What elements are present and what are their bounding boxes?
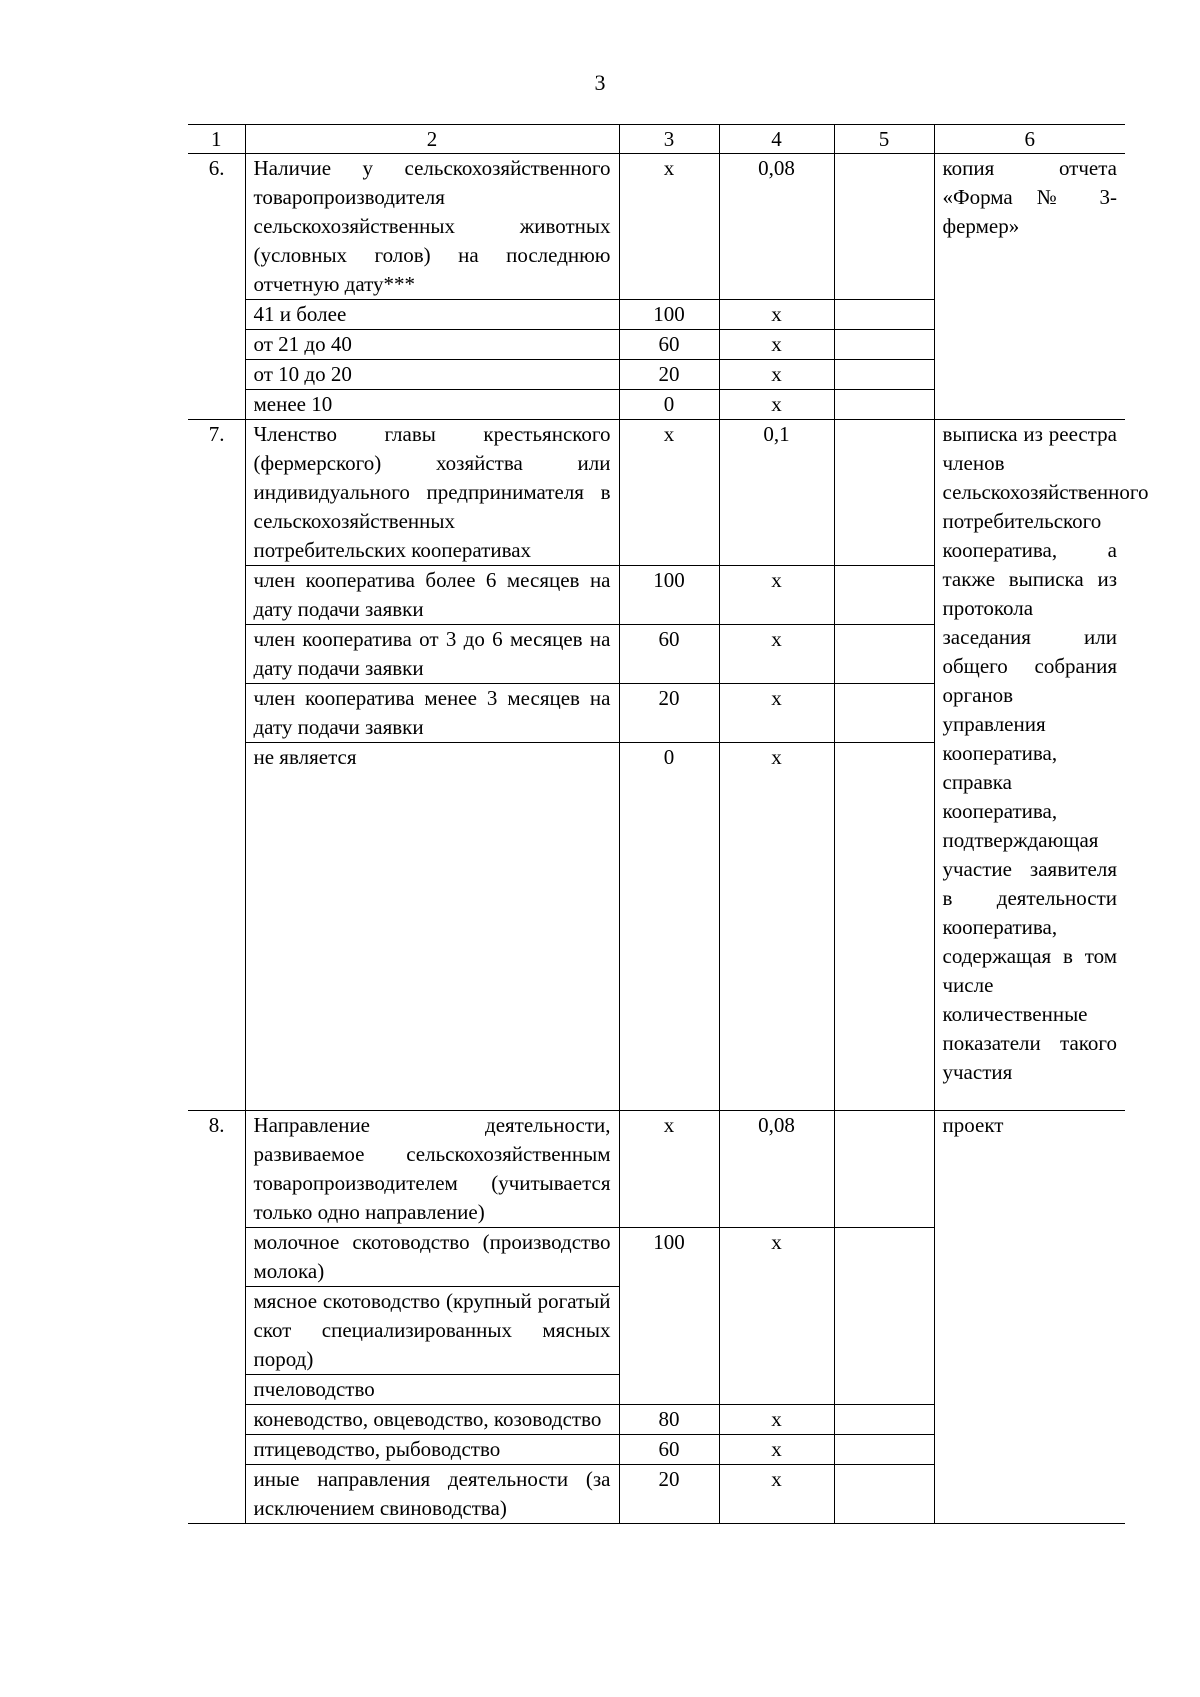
score-cell: х (619, 154, 719, 300)
weight-cell: х (719, 300, 834, 330)
option-label: член кооператива более 6 месяцев на дату подачи заявки (245, 566, 619, 625)
empty-cell (834, 1465, 934, 1524)
empty-cell (834, 1228, 934, 1405)
weight-cell: 0,1 (719, 420, 834, 566)
score-cell: 0 (619, 390, 719, 420)
section-number: 6. (188, 154, 245, 420)
weight-cell: х (719, 1228, 834, 1405)
empty-cell (834, 300, 934, 330)
score-cell: 0 (619, 743, 719, 1111)
score-cell: 20 (619, 684, 719, 743)
page-number: 3 (594, 70, 606, 95)
header-cell: 1 (188, 125, 245, 154)
score-cell: 80 (619, 1405, 719, 1435)
table-row (188, 420, 1125, 566)
option-label: иные направления деятельности (за исключением свиноводства) (245, 1465, 619, 1524)
weight-cell: х (719, 566, 834, 625)
score-cell: 20 (619, 1465, 719, 1524)
document-cell: выписка из реестра членов сельскохозяйственного потребительского кооператива, а также выписка из протокола заседания или общего собрания органов управления кооператива, справка кооператива, подтверждающая участие заявителя в деятельности кооператива, содержащая в том числе количественные показатели такого участия (934, 420, 1125, 1111)
section-number: 8. (188, 1111, 245, 1524)
weight-cell: х (719, 684, 834, 743)
weight-cell: х (719, 1405, 834, 1435)
option-label: мясное скотоводство (крупный рогатый скот специализированных мясных пород) (245, 1287, 619, 1375)
score-cell: х (619, 420, 719, 566)
weight-cell: 0,08 (719, 1111, 834, 1228)
option-label: не является (245, 743, 619, 1111)
header-cell: 4 (719, 125, 834, 154)
empty-cell (834, 1405, 934, 1435)
score-cell: 100 (619, 300, 719, 330)
option-label: от 21 до 40 (245, 330, 619, 360)
weight-cell: 0,08 (719, 154, 834, 300)
empty-cell (834, 360, 934, 390)
option-label: 41 и более (245, 300, 619, 330)
criterion-title: Членство главы крестьянского (фермерского) хозяйства или индивидуального предпринимателя в сельскохозяйственных потребительских кооперативах (245, 420, 619, 566)
empty-cell (834, 154, 934, 300)
document-cell: копия отчета «Форма № 3-фермер» (934, 154, 1125, 420)
empty-cell (834, 625, 934, 684)
option-label: член кооператива от 3 до 6 месяцев на дату подачи заявки (245, 625, 619, 684)
weight-cell: х (719, 330, 834, 360)
score-cell: 60 (619, 330, 719, 360)
option-label: коневодство, овцеводство, козоводство (245, 1405, 619, 1435)
criteria-table (188, 124, 1149, 1524)
header-cell: 3 (619, 125, 719, 154)
option-label: птицеводство, рыбоводство (245, 1435, 619, 1465)
empty-cell (834, 743, 934, 1111)
score-cell: х (619, 1111, 719, 1228)
weight-cell: х (719, 360, 834, 390)
criterion-title: Наличие у сельскохозяйственного товаропроизводителя сельскохозяйственных животных (условных голов) на последнюю отчетную дату*** (245, 154, 619, 300)
header-cell: 6 (934, 125, 1125, 154)
table-header-row (188, 125, 1125, 154)
score-cell: 100 (619, 566, 719, 625)
table-row (188, 154, 1125, 300)
document-cell: проект (934, 1111, 1125, 1524)
option-label: член кооператива менее 3 месяцев на дату подачи заявки (245, 684, 619, 743)
criterion-title: Направление деятельности, развиваемое сельскохозяйственным товаропроизводителем (учитывается только одно направление) (245, 1111, 619, 1228)
score-cell: 60 (619, 625, 719, 684)
weight-cell: х (719, 390, 834, 420)
option-label: пчеловодство (245, 1375, 619, 1405)
empty-cell (834, 390, 934, 420)
weight-cell: х (719, 625, 834, 684)
weight-cell: х (719, 1465, 834, 1524)
weight-cell: х (719, 743, 834, 1111)
empty-cell (834, 420, 934, 566)
table-row (188, 1111, 1125, 1228)
score-cell: 100 (619, 1228, 719, 1405)
empty-cell (834, 684, 934, 743)
empty-cell (834, 566, 934, 625)
header-cell: 2 (245, 125, 619, 154)
empty-cell (834, 330, 934, 360)
empty-cell (834, 1111, 934, 1228)
header-cell: 5 (834, 125, 934, 154)
option-label: менее 10 (245, 390, 619, 420)
weight-cell: х (719, 1435, 834, 1465)
score-cell: 60 (619, 1435, 719, 1465)
section-number: 7. (188, 420, 245, 1111)
option-label: молочное скотоводство (производство молока) (245, 1228, 619, 1287)
empty-cell (834, 1435, 934, 1465)
option-label: от 10 до 20 (245, 360, 619, 390)
score-cell: 20 (619, 360, 719, 390)
